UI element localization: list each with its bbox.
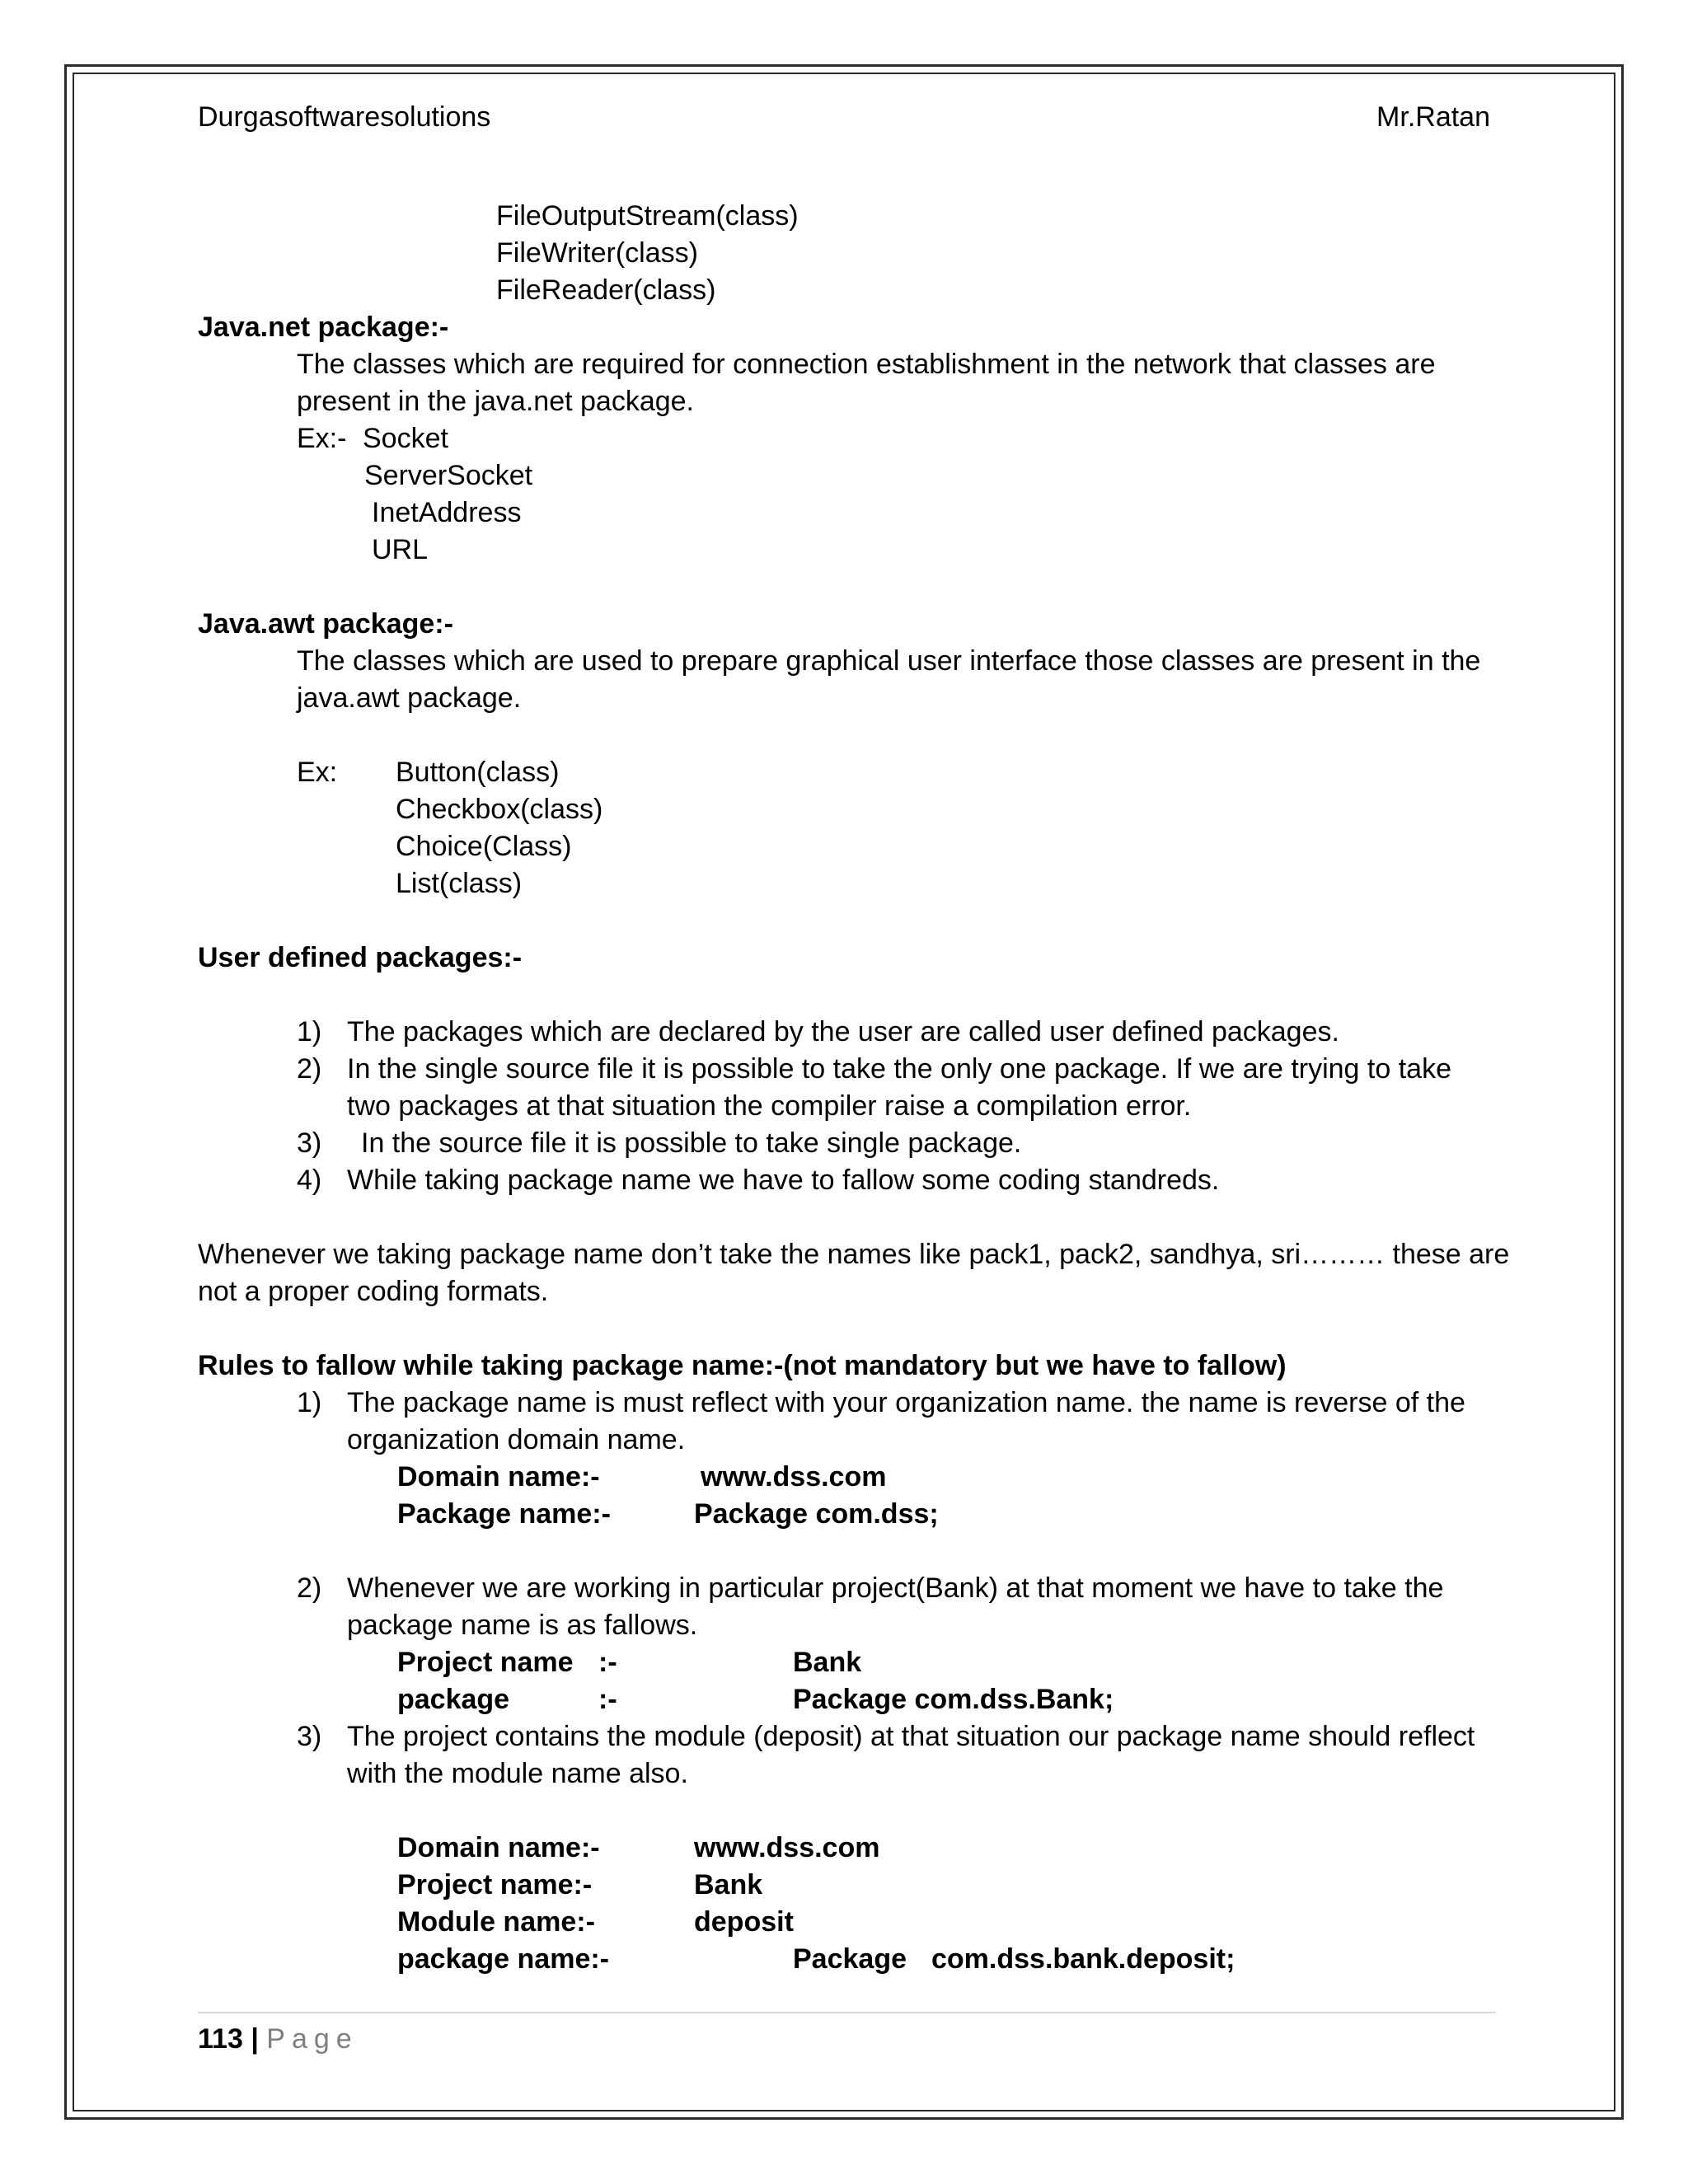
page-number: 113 [198, 2023, 243, 2055]
rule-text: Whenever we are working in particular project(Bank) at that moment we have to take the [347, 1572, 1444, 1604]
rule-domain-label: Domain name:- [397, 1461, 600, 1493]
rule-domain-label: Domain name:- [397, 1832, 600, 1863]
rule-number: 1) [297, 1387, 322, 1418]
rule-domain-value: www.dss.com [694, 1832, 880, 1863]
awt-heading: Java.awt package:- [198, 608, 453, 640]
net-item: URL [372, 534, 429, 565]
net-desc: present in the java.net package. [297, 386, 694, 417]
rule-project-value: Bank [793, 1647, 862, 1678]
rule-package-keyword: Package [793, 1943, 907, 1975]
awt-item: List(class) [396, 868, 523, 899]
note-text: not a proper coding formats. [198, 1276, 549, 1307]
rule-project-label: Project name:- [397, 1869, 593, 1900]
page-separator: | [251, 2023, 259, 2055]
rule-package-value: com.dss.bank.deposit; [931, 1943, 1236, 1975]
rule-package-value: Package com.dss.Bank; [793, 1684, 1114, 1715]
rule-package-label: package [397, 1684, 510, 1715]
rule-text: organization domain name. [347, 1424, 686, 1455]
rule-module-label: Module name:- [397, 1906, 595, 1938]
user-item-number: 4) [297, 1165, 322, 1196]
note-text: Whenever we taking package name don’t take the names like pack1, pack2, sandhya, sri……… these are [198, 1239, 1510, 1270]
rule-separator: :- [598, 1647, 617, 1678]
footer-divider [198, 2012, 1496, 2013]
user-item-text: two packages at that situation the compiler raise a compilation error. [347, 1090, 1192, 1122]
rule-text: package name is as fallows. [347, 1610, 698, 1641]
rule-text: The project contains the module (deposit) at that situation our package name should reflect [347, 1721, 1475, 1752]
rule-number: 2) [297, 1572, 322, 1604]
rule-package-label: package name:- [397, 1943, 609, 1975]
rule-package-label: Package name:- [397, 1498, 611, 1530]
user-item-text: In the single source file it is possible to take the only one package. If we are trying to take [347, 1053, 1451, 1085]
net-ex-label: Ex:- [297, 423, 347, 454]
rule-project-label: Project name [397, 1647, 574, 1678]
awt-item: Choice(Class) [396, 831, 572, 862]
user-item-text: In the source file it is possible to take single package. [361, 1127, 1022, 1159]
awt-desc: The classes which are used to prepare graphical user interface those classes are present in the [297, 645, 1481, 677]
rule-text: with the module name also. [347, 1758, 688, 1789]
net-heading: Java.net package:- [198, 312, 449, 343]
io-item: FileReader(class) [496, 274, 716, 306]
user-item-text: The packages which are declared by the user are called user defined packages. [347, 1016, 1339, 1047]
page-footer [198, 2021, 359, 2058]
user-item-number: 1) [297, 1016, 322, 1047]
rule-number: 3) [297, 1721, 322, 1752]
io-item: FileOutputStream(class) [496, 200, 799, 232]
rule-project-value: Bank [694, 1869, 763, 1900]
rule-module-value: deposit [694, 1906, 794, 1938]
page-word: Page [266, 2023, 359, 2055]
net-item: InetAddress [372, 497, 522, 528]
rule-package-value: Package com.dss; [694, 1498, 939, 1530]
user-item-number: 2) [297, 1053, 322, 1085]
awt-item: Button(class) [396, 757, 560, 788]
rule-text: The package name is must reflect with your organization name. the name is reverse of the [347, 1387, 1465, 1418]
io-item: FileWriter(class) [496, 237, 698, 269]
user-item-number: 3) [297, 1127, 322, 1159]
user-heading: User defined packages:- [198, 942, 523, 973]
awt-ex-label: Ex: [297, 757, 338, 788]
net-item: Socket [363, 423, 448, 454]
user-item-text: While taking package name we have to fallow some coding standreds. [347, 1165, 1220, 1196]
awt-item: Checkbox(class) [396, 794, 603, 825]
rule-domain-value: www.dss.com [701, 1461, 887, 1493]
rules-heading: Rules to fallow while taking package name:-(not mandatory but we have to fallow) [198, 1350, 1287, 1381]
header-left: Durgasoftwaresolutions [198, 101, 491, 133]
header-right: Mr.Ratan [1376, 101, 1490, 133]
rule-separator: :- [598, 1684, 617, 1715]
net-item: ServerSocket [364, 460, 533, 491]
net-desc: The classes which are required for connection establishment in the network that classes are [297, 349, 1436, 380]
awt-desc: java.awt package. [297, 682, 522, 714]
